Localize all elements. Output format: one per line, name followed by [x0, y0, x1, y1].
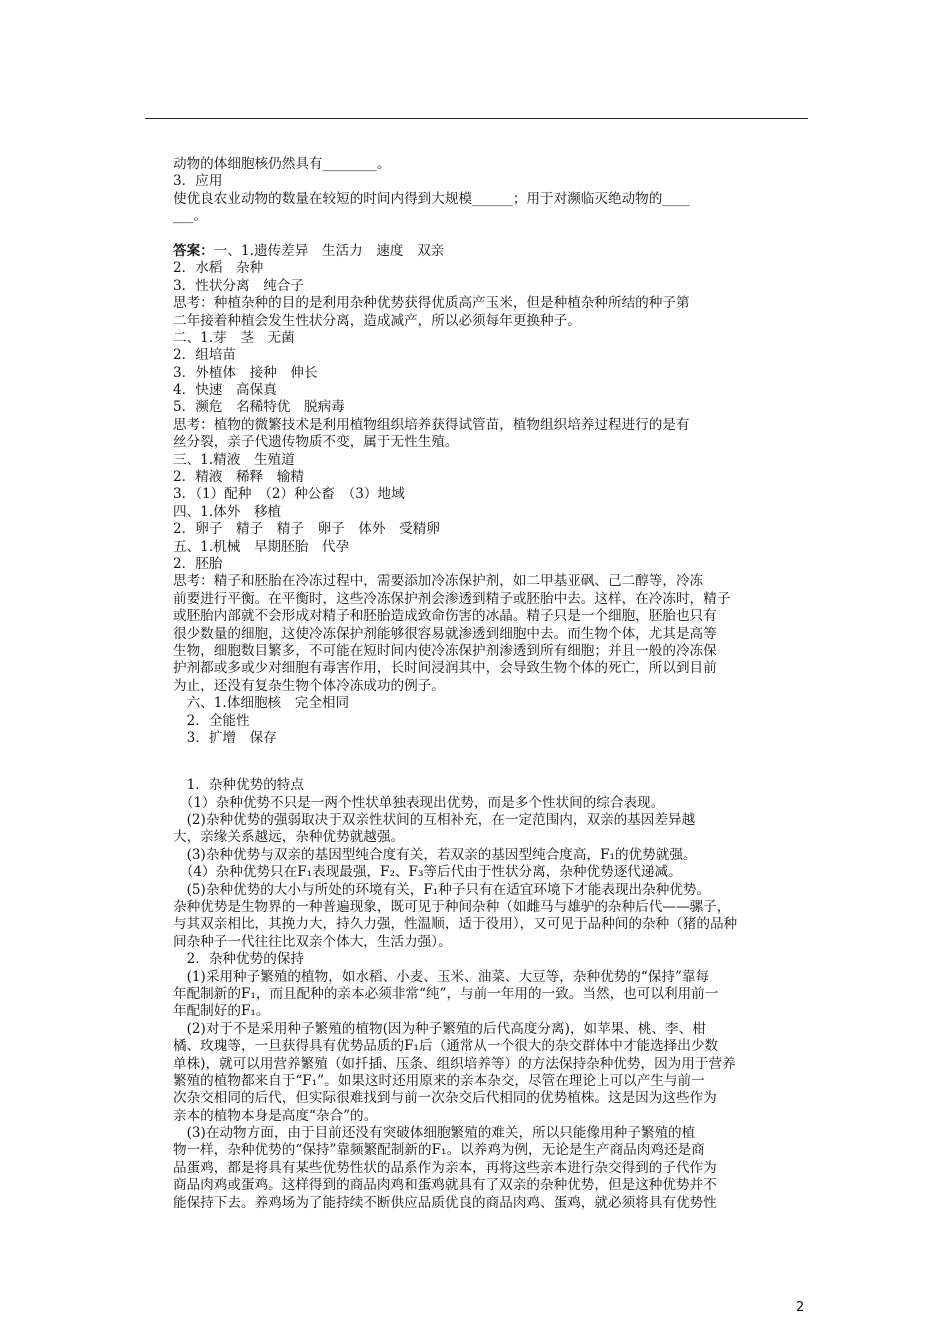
page-number: 2 — [796, 1300, 805, 1315]
text-line: 为止，还没有复杂生物个体冷冻成功的例子。 — [173, 677, 445, 694]
text-line: 2．杂种优势的保持 — [173, 951, 304, 968]
page-body — [173, 156, 813, 1212]
spacer — [173, 226, 813, 243]
text-line: 2．水稻 杂种 — [173, 260, 264, 277]
text-line: 能保持下去。养鸡场为了能持续不断供应品质优良的商品肉鸡、蛋鸡，就必须将具有优势性 — [173, 1194, 717, 1211]
text-line: 1．杂种优势的特点 — [173, 777, 304, 794]
text-line: 思考：精子和胚胎在冷冻过程中，需要添加冷冻保护剂，如二甲基亚砜、己二醇等，冷冻 — [173, 573, 704, 590]
text-line: 橘、玫瑰等，一旦获得具有优势品质的F₁后（通常从一个很大的杂交群体中才能选择出少数 — [173, 1038, 719, 1055]
text-line: (2)杂种优势的强弱取决于双亲性状间的互相补充，在一定范围内，双亲的基因差异越 — [173, 812, 696, 829]
text-line: 很少数量的细胞，这使冷冻保护剂能够很容易就渗透到细胞中去。而生物个体，尤其是高等 — [173, 625, 717, 642]
text-line: 商品肉鸡或蛋鸡。这样得到的商品肉鸡和蛋鸡就具有了双亲的杂种优势，但是这种优势并不 — [173, 1177, 717, 1194]
text-line: (1)采用种子繁殖的植物，如水稻、小麦、玉米、油菜、大豆等，杂种优势的“保持”靠每 — [173, 968, 710, 985]
text-line: （4）杂种优势只在F₁表现最强，F₂、F₃等后代由于性状分离，杂种优势逐代递减。 — [173, 864, 682, 881]
text-line: 或胚胎内部就不会形成对精子和胚胎造成致命伤害的冰晶。精子只是一个细胞，胚胎也只有 — [173, 608, 717, 625]
text-line: 动物的体细胞核仍然具有________。 — [173, 156, 391, 172]
text-line: 繁殖的植物都来自于“F₁”。如果这时还用原来的亲本杂交，尽管在理论上可以产生与前一 — [173, 1072, 705, 1089]
text-line: 思考：植物的微繁技术是利用植物组织培养获得试管苗，植物组织培养过程进行的是有 — [173, 416, 690, 433]
header-rule — [145, 118, 808, 119]
text-line: 3．应用 — [173, 173, 223, 190]
text-line: (3)在动物方面，由于目前还没有突破体细胞繁殖的难关，所以只能像用种子繁殖的植 — [173, 1125, 696, 1142]
text-line: (2)对于不是采用种子繁殖的植物(因为种子繁殖的后代高度分离)，如苹果、桃、李、柑 — [173, 1020, 706, 1037]
text-line: 2．卵子 精子 精子 卵子 体外 受精卵 — [173, 521, 440, 538]
text-line: (5)杂种优势的大小与所处的环境有关，F₁种子只有在适宜环境下才能表现出杂种优势。 — [173, 881, 711, 898]
text-line: 间杂种子一代往往比双亲个体大，生活力强）。 — [173, 933, 452, 950]
text-line: 使优良农业动物的数量在较短的时间内得到大规模______；用于对濒临灭绝动物的____ — [173, 190, 690, 207]
text-line: 2．胚胎 — [173, 555, 223, 572]
text-line: 三、1.精液 生殖道 — [173, 451, 295, 468]
text-line: 生物，细胞数目繁多，不可能在短时间内使冷冻保护剂渗透到所有细胞；并且一般的冷冻保 — [173, 642, 717, 659]
text-line: 大，亲缘关系越远，杂种优势就越强。 — [173, 829, 405, 846]
text-line: 年配制新的F₁，而且配种的亲本必须非常“纯”，与前一年用的一致。当然，也可以利用前一 — [173, 985, 719, 1002]
answer-label: 答案： — [173, 242, 214, 259]
text-line: 2．全能性 — [173, 712, 250, 729]
text-line: 物一样，杂种优势的“保持”靠频繁配制新的F₁。以养鸡为例，无论是生产商品肉鸡还是商 — [173, 1142, 705, 1159]
spacer — [173, 747, 813, 777]
text-line: ___。 — [173, 208, 207, 225]
text-line: 与其双亲相比，其挽力大，持久力强，性温顺，适于役用），又可见于品种间的杂种（猪的品种 — [173, 916, 738, 933]
text-line: 六、1.体细胞核 完全相同 — [173, 695, 350, 712]
text-line: 5．濒危 名稀特优 脱病毒 — [173, 399, 345, 416]
text-line: 前要进行平衡。在平衡时，这些冷冻保护剂会渗透到精子或胚胎中去。这样，在冷冻时，精子 — [173, 590, 731, 607]
text-line: 丝分裂，亲子代遗传物质不变，属于无性生殖。 — [173, 434, 459, 451]
text-line: 3．外植体 接种 伸长 — [173, 364, 318, 381]
text-line: 2．精液 稀释 输精 — [173, 469, 304, 486]
text-line: 亲本的植物本身是高度“杂合”的。 — [173, 1107, 378, 1124]
text-line: 二、1.芽 茎 无菌 — [173, 329, 295, 346]
text-line: 杂种优势是生物界的一种普遍现象，既可见于种间杂种（如雌马与雄驴的杂种后代——骡子， — [173, 899, 731, 916]
text-line: 五、1.机械 早期胚胎 代孕 — [173, 538, 350, 555]
text-line: 思考：种植杂种的目的是利用杂种优势获得优质高产玉米，但是种植杂种所结的种子第 — [173, 295, 690, 312]
answer-first-line — [173, 243, 813, 260]
text-line: 2．组培苗 — [173, 347, 237, 364]
answer-first-text: 一、1.遗传差异 生活力 速度 双亲 — [213, 242, 445, 259]
text-line: 单株)，就可以用营养繁殖（如扦插、压条、组织培养等）的方法保持杂种优势，因为用于营养 — [173, 1055, 736, 1072]
text-line: (3)杂种优势与双亲的基因型纯合度有关，若双亲的基因型纯合度高，F₁的优势就强。 — [173, 846, 697, 863]
text-line: 次杂交相同的后代，但实际很难找到与前一次杂交后代相同的优势植株。这是因为这些作为 — [173, 1090, 717, 1107]
text-line: 3．（1）配种 （2）种公畜 （3）地域 — [173, 486, 405, 503]
text-line: 四、1.体外 移植 — [173, 503, 282, 520]
explanation-section — [173, 777, 813, 1212]
text-line: 4．快速 高保真 — [173, 382, 277, 399]
answer-lines — [173, 260, 813, 747]
text-line: 二年接着种植会发生性状分离，造成减产，所以必须每年更换种子。 — [173, 312, 581, 329]
intro-block — [173, 156, 813, 226]
text-line: 3．扩增 保存 — [173, 729, 277, 746]
text-line: 3．性状分离 纯合子 — [173, 277, 304, 294]
text-line: （1）杂种优势不只是一两个性状单独表现出优势，而是多个性状间的综合表现。 — [173, 794, 665, 811]
answer-block — [173, 243, 813, 747]
text-line: 年配制好的F₁。 — [173, 1003, 270, 1020]
text-line: 品蛋鸡，都是将具有某些优势性状的品系作为亲本，再将这些亲本进行杂交得到的子代作为 — [173, 1159, 717, 1176]
text-line: 护剂都或多或少对细胞有毒害作用，长时间浸润其中，会导致生物个体的死亡，所以到目前 — [173, 660, 717, 677]
